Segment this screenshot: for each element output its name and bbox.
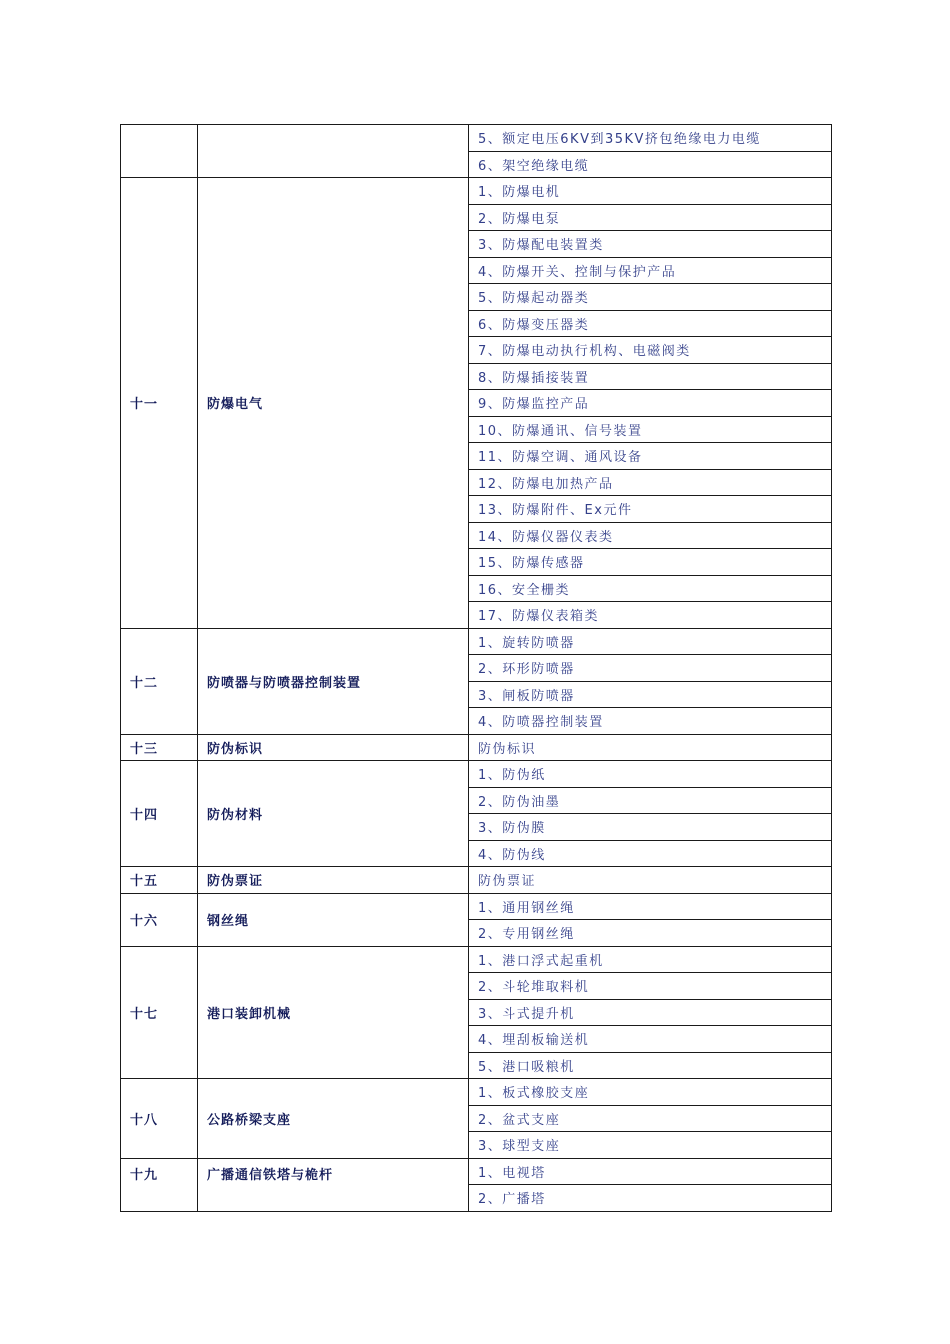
group-category-cell: 钢丝绳 xyxy=(198,893,469,946)
table-body xyxy=(121,125,832,1212)
product-item-cell: 6、防爆变压器类 xyxy=(469,310,832,337)
product-item-cell: 2、专用钢丝绳 xyxy=(469,920,832,947)
table-row xyxy=(121,125,832,152)
product-item-cell: 17、防爆仪表箱类 xyxy=(469,602,832,629)
group-category-cell: 广播通信铁塔与桅杆 xyxy=(198,1158,469,1211)
group-index-cell xyxy=(121,125,198,178)
product-item-cell: 10、防爆通讯、信号装置 xyxy=(469,416,832,443)
product-item-cell: 3、防伪膜 xyxy=(469,814,832,841)
product-item-cell: 9、防爆监控产品 xyxy=(469,390,832,417)
product-item-cell: 2、防爆电泵 xyxy=(469,204,832,231)
product-item-cell: 5、港口吸粮机 xyxy=(469,1052,832,1079)
group-category-cell: 防爆电气 xyxy=(198,178,469,629)
product-item-cell: 7、防爆电动执行机构、电磁阀类 xyxy=(469,337,832,364)
group-index-cell: 十一 xyxy=(121,178,198,629)
group-index-cell: 十五 xyxy=(121,867,198,894)
product-item-cell: 15、防爆传感器 xyxy=(469,549,832,576)
product-item-cell: 1、电视塔 xyxy=(469,1158,832,1185)
product-item-cell: 1、旋转防喷器 xyxy=(469,628,832,655)
product-item-cell: 2、防伪油墨 xyxy=(469,787,832,814)
product-item-cell: 1、港口浮式起重机 xyxy=(469,946,832,973)
product-item-cell: 1、板式橡胶支座 xyxy=(469,1079,832,1106)
product-item-cell: 8、防爆插接装置 xyxy=(469,363,832,390)
group-category-cell: 防喷器与防喷器控制装置 xyxy=(198,628,469,734)
group-category-cell: 港口装卸机械 xyxy=(198,946,469,1079)
group-index-cell: 十四 xyxy=(121,761,198,867)
group-category-cell: 防伪材料 xyxy=(198,761,469,867)
table-row xyxy=(121,734,832,761)
product-item-cell: 防伪票证 xyxy=(469,867,832,894)
product-item-cell: 2、斗轮堆取料机 xyxy=(469,973,832,1000)
group-index-cell: 十七 xyxy=(121,946,198,1079)
group-index-cell: 十六 xyxy=(121,893,198,946)
group-category-cell: 公路桥梁支座 xyxy=(198,1079,469,1159)
product-item-cell: 4、防伪线 xyxy=(469,840,832,867)
product-item-cell: 6、架空绝缘电缆 xyxy=(469,151,832,178)
product-item-cell: 3、防爆配电装置类 xyxy=(469,231,832,258)
product-item-cell: 5、防爆起动器类 xyxy=(469,284,832,311)
table-row xyxy=(121,893,832,920)
table-row xyxy=(121,628,832,655)
product-item-cell: 1、防伪纸 xyxy=(469,761,832,788)
group-category-cell: 防伪标识 xyxy=(198,734,469,761)
product-item-cell: 11、防爆空调、通风设备 xyxy=(469,443,832,470)
product-item-cell: 13、防爆附件、Ex元件 xyxy=(469,496,832,523)
group-category-cell: 防伪票证 xyxy=(198,867,469,894)
product-item-cell: 3、斗式提升机 xyxy=(469,999,832,1026)
product-item-cell: 4、防爆开关、控制与保护产品 xyxy=(469,257,832,284)
product-item-cell: 2、广播塔 xyxy=(469,1185,832,1212)
table-row xyxy=(121,761,832,788)
group-index-cell: 十八 xyxy=(121,1079,198,1159)
table-row xyxy=(121,1158,832,1185)
group-index-cell: 十三 xyxy=(121,734,198,761)
table-row xyxy=(121,946,832,973)
product-item-cell: 4、防喷器控制装置 xyxy=(469,708,832,735)
table-row xyxy=(121,178,832,205)
group-index-cell: 十九 xyxy=(121,1158,198,1211)
product-item-cell: 2、环形防喷器 xyxy=(469,655,832,682)
product-item-cell: 3、闸板防喷器 xyxy=(469,681,832,708)
product-item-cell: 2、盆式支座 xyxy=(469,1105,832,1132)
table-row xyxy=(121,867,832,894)
group-index-cell: 十二 xyxy=(121,628,198,734)
product-item-cell: 16、安全栅类 xyxy=(469,575,832,602)
table-row xyxy=(121,1079,832,1106)
product-item-cell: 防伪标识 xyxy=(469,734,832,761)
product-catalog-table xyxy=(120,124,832,1212)
product-item-cell: 3、球型支座 xyxy=(469,1132,832,1159)
product-item-cell: 1、通用钢丝绳 xyxy=(469,893,832,920)
group-category-cell xyxy=(198,125,469,178)
product-item-cell: 12、防爆电加热产品 xyxy=(469,469,832,496)
product-item-cell: 5、额定电压6KV到35KV挤包绝缘电力电缆 xyxy=(469,125,832,152)
product-item-cell: 4、埋刮板输送机 xyxy=(469,1026,832,1053)
product-item-cell: 14、防爆仪器仪表类 xyxy=(469,522,832,549)
product-item-cell: 1、防爆电机 xyxy=(469,178,832,205)
